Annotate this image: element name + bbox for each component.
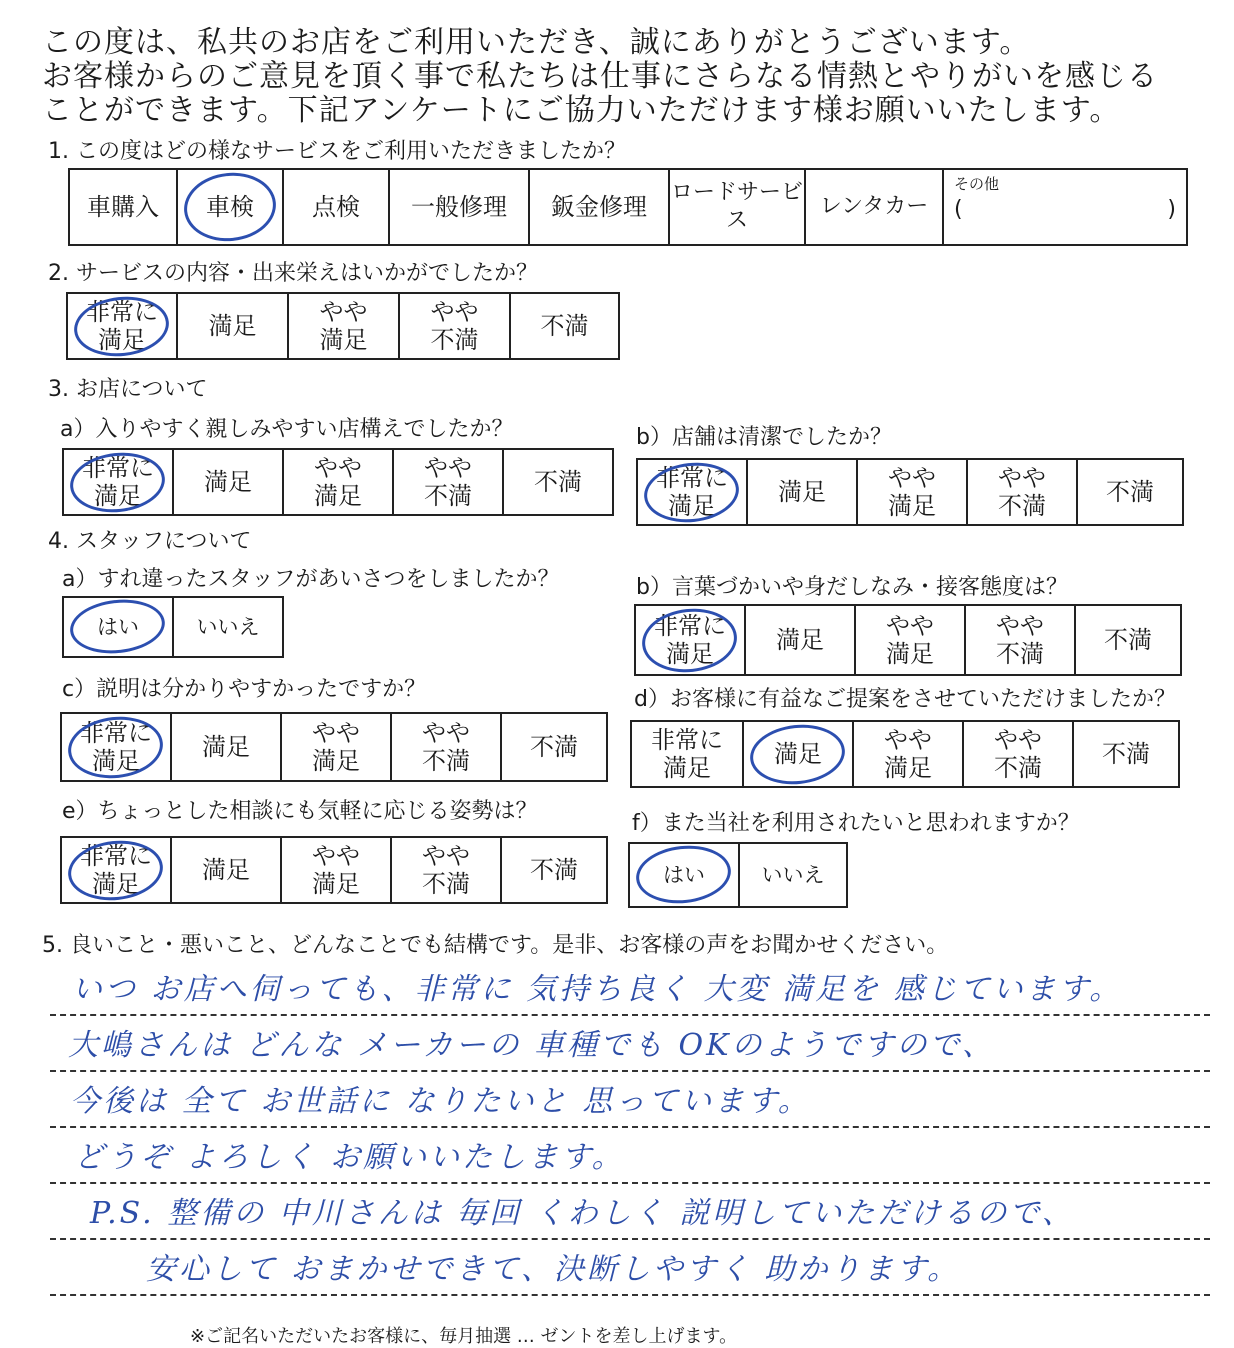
option-other[interactable] [944, 170, 1186, 244]
rating-somewhat-satisfied[interactable]: やや 満足 [854, 722, 964, 786]
question-1-options [68, 168, 1188, 246]
comment-line [50, 960, 1210, 1016]
rating-dissatisfied[interactable]: 不満 [530, 856, 578, 884]
intro-text [42, 26, 1222, 128]
rating-satisfied[interactable]: 満足 [178, 294, 289, 358]
comment-line [50, 1128, 1210, 1184]
question-4f-title: f）また当社を利用されたいと思われますか？ [632, 811, 1080, 836]
answer-yes[interactable]: はい [64, 598, 174, 656]
intro-line: この度は、私共のお店をご利用いただき、誠にありがとうございます。 [42, 25, 1031, 60]
option-general-repair[interactable]: 一般修理 [390, 170, 530, 244]
rating-satisfied[interactable]: 満足 [746, 606, 856, 674]
comment-text: 今後は 全て お世話に なりたいと 思っています。 [70, 1084, 811, 1119]
rating-somewhat-dissatisfied[interactable]: やや 不満 [394, 450, 504, 514]
intro-line: ことができます。下記アンケートにご協力いただけます様お願いいたします。 [42, 93, 1121, 128]
option-shaken[interactable]: 車検 [178, 170, 284, 244]
option-car-purchase[interactable]: 車購入 [70, 170, 178, 244]
question-4e-title: e）ちょっとした相談にも気軽に応じる姿勢は？ [62, 799, 538, 824]
rating-very-satisfied[interactable]: 非常に 満足 [64, 450, 174, 514]
rating-somewhat-dissatisfied[interactable]: やや 不満 [392, 838, 502, 902]
question-4f-yesno [628, 842, 848, 908]
rating-somewhat-satisfied[interactable]: やや 満足 [856, 606, 966, 674]
question-3-title: 3. お店について [48, 377, 208, 402]
comment-text: 安心して おまかせできて、決断しやすく 助かります。 [146, 1252, 961, 1287]
comment-text: 大嶋さんは どんな メーカーの 車種でも OKのようですので、 [68, 1028, 995, 1063]
question-4e-rating [60, 836, 608, 904]
rating-satisfied[interactable]: 満足 [172, 714, 282, 780]
rating-somewhat-satisfied[interactable]: やや 満足 [284, 450, 394, 514]
other-field[interactable] [954, 196, 1176, 224]
question-4a-title: a）すれ違ったスタッフがあいさつをしましたか？ [62, 567, 560, 592]
question-3a-title: a）入りやすく親しみやすい店構えでしたか？ [60, 417, 514, 442]
answer-yes[interactable]: はい [630, 844, 740, 906]
rating-somewhat-dissatisfied[interactable]: やや 不満 [964, 722, 1074, 786]
rating-dissatisfied[interactable]: 不満 [540, 312, 589, 340]
option-rental-car[interactable]: レンタカー [806, 170, 944, 244]
option-body-repair[interactable]: 鈑金修理 [530, 170, 670, 244]
rating-somewhat-dissatisfied[interactable]: やや 不満 [400, 294, 511, 358]
rating-very-satisfied[interactable]: 非常に 満足 [636, 606, 746, 674]
answer-no[interactable]: いいえ [196, 615, 260, 639]
rating-dissatisfied[interactable]: 不満 [534, 468, 582, 496]
question-4b-title: b）言葉づかいや身だしなみ・接客態度は？ [636, 575, 1068, 600]
rating-satisfied[interactable]: 満足 [748, 460, 858, 524]
rating-dissatisfied[interactable]: 不満 [1102, 740, 1150, 768]
question-1-title: 1. この度はどの様なサービスをご利用いただきましたか？ [48, 139, 626, 164]
rating-very-satisfied[interactable]: 非常に 満足 [632, 722, 744, 786]
rating-very-satisfied[interactable]: 非常に 満足 [62, 714, 172, 780]
comment-line [50, 1016, 1210, 1072]
intro-line: お客様からのご意見を頂く事で私たちは仕事にさらなる情熱とやりがいを感じる [42, 59, 1158, 94]
other-open-paren: ( [954, 197, 963, 222]
question-3b-rating [636, 458, 1184, 526]
rating-somewhat-satisfied[interactable]: やや 満足 [289, 294, 400, 358]
rating-satisfied[interactable]: 満足 [172, 838, 282, 902]
rating-very-satisfied[interactable]: 非常に 満足 [62, 838, 172, 902]
question-2-title: 2. サービスの内容・出来栄えはいかがでしたか？ [48, 261, 538, 286]
question-4c-rating [60, 712, 608, 782]
option-road-service[interactable]: ロードサービス [670, 170, 806, 244]
comment-line [50, 1240, 1210, 1296]
question-3a-rating [62, 448, 614, 516]
answer-no[interactable]: いいえ [761, 863, 825, 887]
rating-somewhat-satisfied[interactable]: やや 満足 [282, 838, 392, 902]
other-label: その他 [954, 175, 1000, 193]
question-4b-rating [634, 604, 1182, 676]
footer-note: ※ご記名いただいたお客様に、毎月抽選 … ゼントを差し上げます。 [190, 1326, 738, 1347]
rating-satisfied[interactable]: 満足 [744, 722, 854, 786]
rating-somewhat-satisfied[interactable]: やや 満足 [282, 714, 392, 780]
comment-text: どうぞ よろしく お願いいたします。 [74, 1140, 625, 1175]
question-4d-title: d）お客様に有益なご提案をさせていただけましたか？ [634, 687, 1176, 712]
free-comment-area[interactable] [50, 960, 1210, 1296]
question-4d-rating [630, 720, 1180, 788]
question-4a-yesno [62, 596, 284, 658]
question-4c-title: c）説明は分かりやすかったですか？ [62, 677, 427, 702]
comment-text: いつ お店へ伺っても、非常に 気持ち良く 大変 満足を 感じています。 [72, 972, 1123, 1007]
option-inspection[interactable]: 点検 [284, 170, 390, 244]
rating-dissatisfied[interactable]: 不満 [530, 733, 578, 761]
other-close-paren: ) [1167, 197, 1176, 222]
rating-satisfied[interactable]: 満足 [174, 450, 284, 514]
rating-somewhat-dissatisfied[interactable]: やや 不満 [392, 714, 502, 780]
rating-very-satisfied[interactable]: 非常に 満足 [68, 294, 178, 358]
question-2-rating [66, 292, 620, 360]
comment-line [50, 1072, 1210, 1128]
rating-dissatisfied[interactable]: 不満 [1106, 478, 1154, 506]
comment-text: P.S. 整備の 中川さんは 毎回 くわしく 説明していただけるので、 [90, 1196, 1075, 1231]
question-4-title: 4. スタッフについて [48, 529, 252, 554]
rating-somewhat-satisfied[interactable]: やや 満足 [858, 460, 968, 524]
question-5-title: 5. 良いこと・悪いこと、どんなことでも結構です。是非、お客様の声をお聞かせください。 [42, 933, 949, 958]
rating-dissatisfied[interactable]: 不満 [1104, 626, 1152, 654]
rating-very-satisfied[interactable]: 非常に 満足 [638, 460, 748, 524]
question-3b-title: b）店舗は清潔でしたか？ [636, 425, 892, 450]
comment-line [50, 1184, 1210, 1240]
rating-somewhat-dissatisfied[interactable]: やや 不満 [968, 460, 1078, 524]
rating-somewhat-dissatisfied[interactable]: やや 不満 [966, 606, 1076, 674]
